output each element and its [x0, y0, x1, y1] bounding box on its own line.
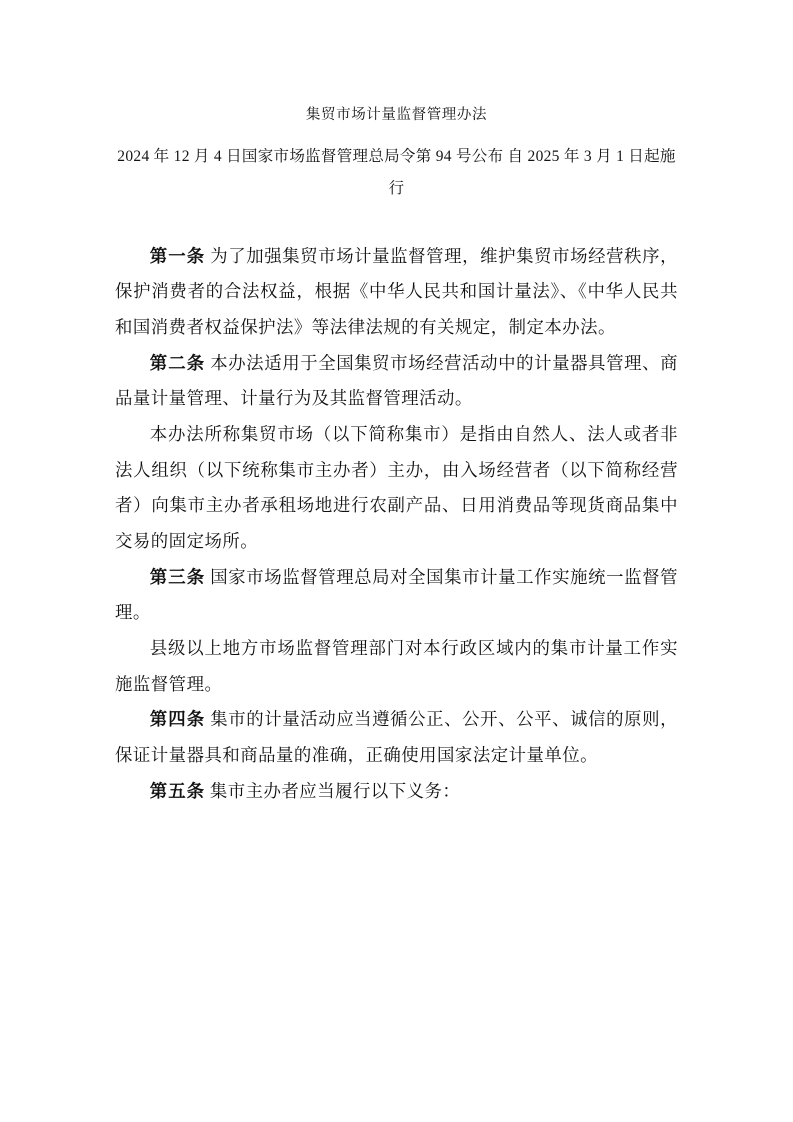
article-label: 第四条 [149, 709, 206, 730]
article-paragraph [115, 560, 678, 631]
page-title: 集贸市场计量监督管理办法 [305, 107, 488, 123]
article-text: 集市的计量活动应当遵循公正、公开、公平、诚信的原则，保证计量器具和商品量的准确，正确使用国家法定计量单位。 [115, 709, 678, 766]
article-text: 本办法所称集贸市场（以下简称集市）是指由自然人、法人或者非法人组织（以下统称集市主办者）主办，由入场经营者（以下简称经营者）向集市主办者承租场地进行农副产品、日用消费品等现货商品集中交易的固定场所。 [115, 424, 678, 552]
article-paragraph [115, 417, 678, 560]
article-paragraph [115, 774, 678, 810]
article-label: 第五条 [149, 780, 205, 801]
article-label: 第二条 [149, 352, 206, 373]
article-text: 为了加强集贸市场计量监督管理，维护集贸市场经营秩序，保护消费者的合法权益，根据《中华人民共和国计量法》、《中华人民共和国消费者权益保护法》等法律法规的有关规定，制定本办法。 [115, 245, 678, 338]
article-text: 国家市场监督管理总局对全国集市计量工作实施统一监督管理。 [115, 566, 678, 623]
document-subtitle: 2024 年 12 月 4 日国家市场监督管理总局令第 94 号公布 自 2025 年 3 月 1 日起施行 [117, 148, 676, 197]
document-body [115, 239, 678, 810]
article-text: 县级以上地方市场监督管理部门对本行政区域内的集市计量工作实施监督管理。 [115, 638, 678, 694]
article-paragraph [115, 346, 678, 417]
article-paragraph [115, 702, 678, 773]
article-paragraph [115, 631, 678, 702]
article-label: 第一条 [149, 245, 206, 266]
article-text: 本办法适用于全国集贸市场经营活动中的计量器具管理、商品量计量管理、计量行为及其监督管理活动。 [115, 352, 678, 409]
article-label: 第三条 [149, 566, 206, 587]
article-paragraph [115, 239, 678, 346]
article-text: 集市主办者应当履行以下义务： [209, 780, 461, 801]
